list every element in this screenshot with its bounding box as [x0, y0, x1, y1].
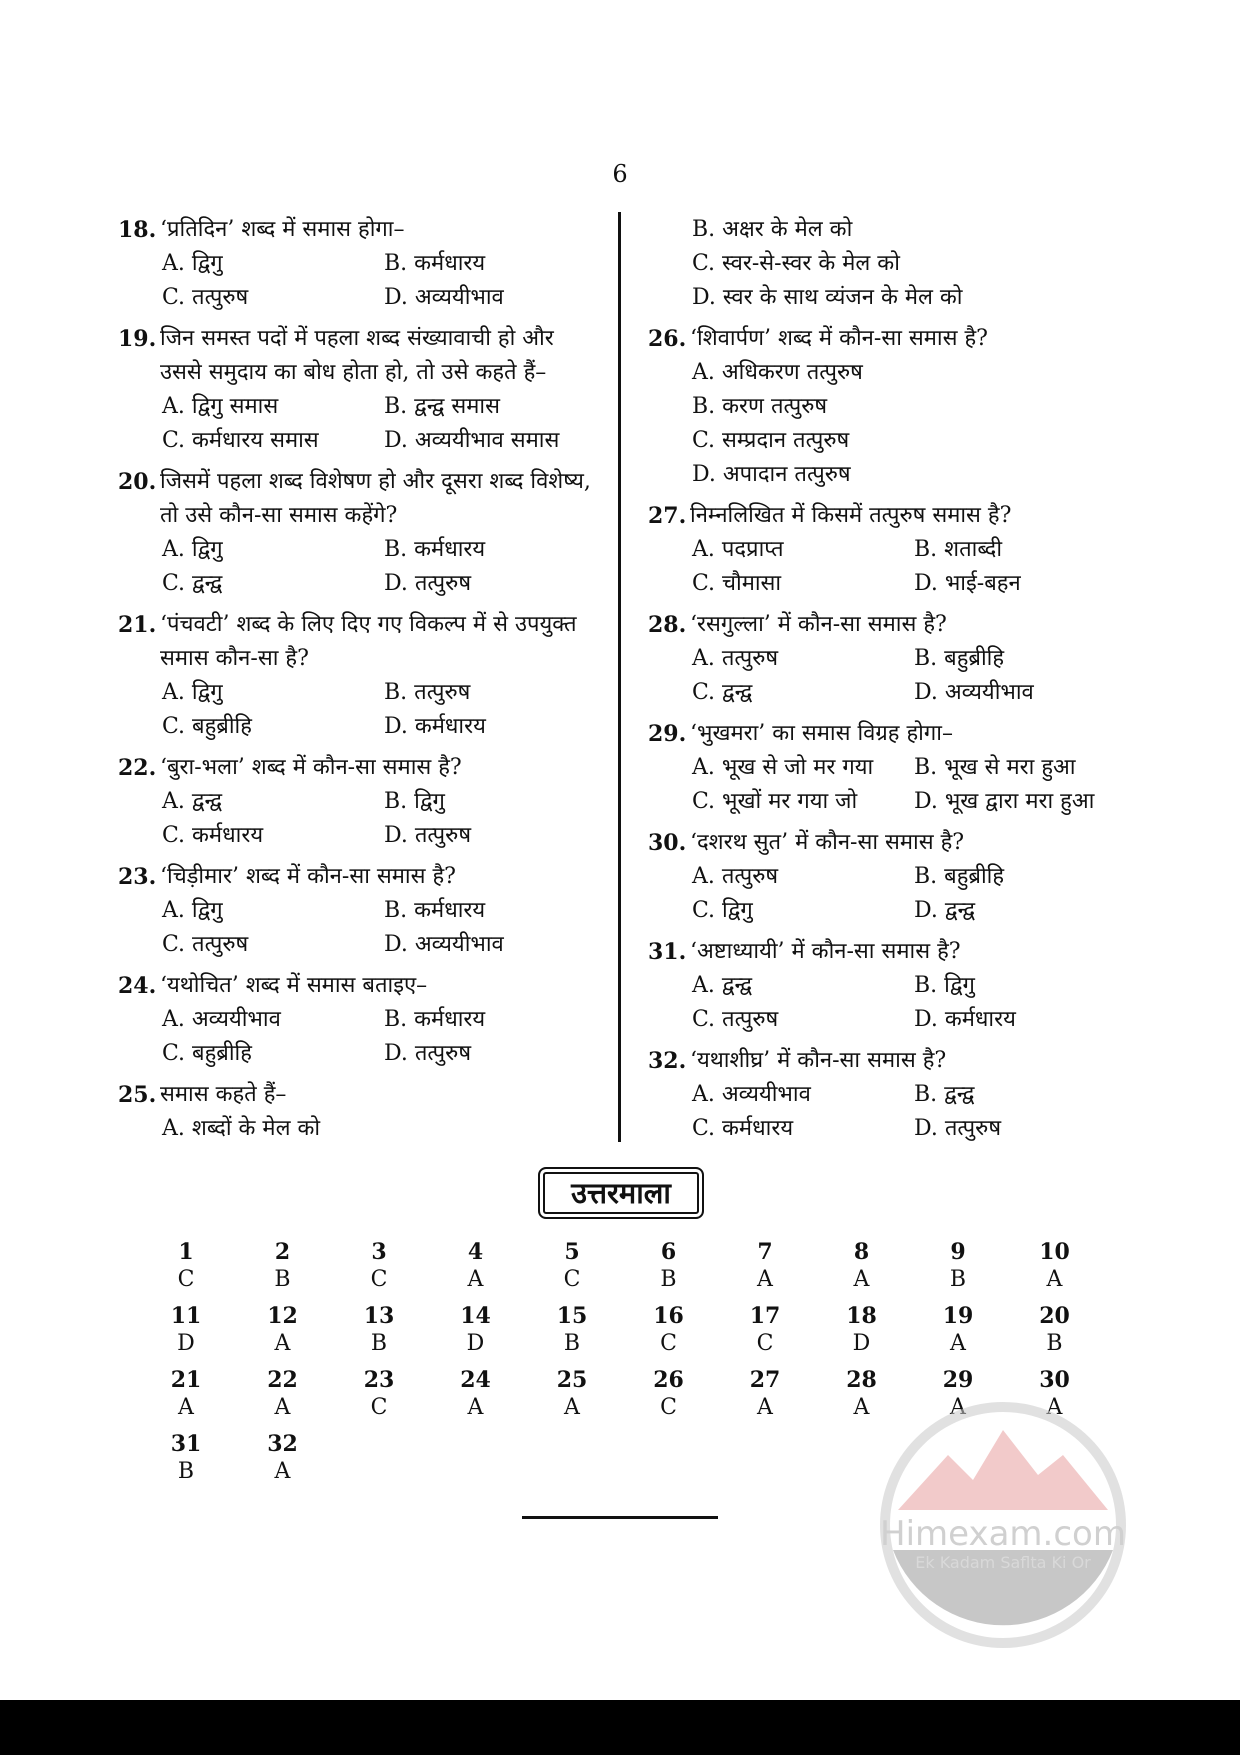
answer-option: B [177, 1459, 195, 1484]
question-header [118, 322, 598, 390]
answer-cell [428, 1302, 524, 1358]
answer-question-number: 31 [170, 1431, 202, 1457]
question-text: समास कहते हैं– [160, 1082, 287, 1107]
answer-question-number: 2 [274, 1239, 291, 1265]
question-number: 22. [118, 755, 157, 781]
option: A. द्वन्द्व [162, 789, 223, 814]
answer-question-number: 12 [267, 1303, 298, 1329]
question [648, 826, 1128, 928]
question-text: निम्नलिखित में किसमें तत्पुरुष समास है? [690, 503, 1012, 528]
answer-cell [428, 1238, 524, 1294]
answer-question-number: 14 [460, 1303, 491, 1329]
question-header [648, 322, 1128, 356]
answer-question-number: 30 [1039, 1367, 1070, 1393]
option: D. अपादान तत्पुरुष [692, 462, 851, 487]
answer-cell [138, 1302, 234, 1358]
answer-option: C [563, 1267, 581, 1292]
option: B. करण तत्पुरुष [692, 394, 828, 419]
option: D. कर्मधारय [914, 1007, 1016, 1032]
question-options [118, 785, 598, 853]
option: D. स्वर के साथ व्यंजन के मेल को [692, 285, 963, 310]
answer-cell [235, 1238, 331, 1294]
option: C. द्वन्द्व [692, 680, 753, 705]
question [648, 608, 1128, 710]
option: C. सम्प्रदान तत्पुरुष [692, 428, 850, 453]
watermark-brand: Himexam.com [880, 1514, 1126, 1554]
answer-option: A [757, 1267, 773, 1292]
option: B. द्वन्द्व [914, 1082, 975, 1107]
option: C. द्विगु [692, 898, 753, 923]
option: A. भूख से जो मर गया [692, 755, 874, 780]
question [118, 465, 598, 601]
option: A. द्विगु समास [162, 394, 279, 419]
mountain-icon [898, 1430, 1108, 1510]
question-header [648, 608, 1128, 642]
answer-cell [814, 1238, 910, 1294]
option: C. स्वर-से-स्वर के मेल को [692, 251, 900, 276]
option: A. द्वन्द्व [692, 973, 753, 998]
answer-option: C [370, 1395, 388, 1420]
option: A. द्विगु [162, 537, 223, 562]
option: B. तत्पुरुष [384, 680, 471, 705]
answer-option: D [852, 1331, 871, 1356]
question-options [648, 356, 1128, 492]
answer-cell [717, 1366, 813, 1422]
question-text: ‘यथाशीघ्र’ में कौन-सा समास है? [690, 1048, 947, 1073]
answer-question-number: 13 [363, 1303, 395, 1329]
answer-option: B [1046, 1331, 1063, 1356]
question-number: 20. [118, 469, 157, 495]
option: B. द्वन्द्व समास [384, 394, 500, 419]
question-header [118, 465, 598, 533]
end-rule [522, 1516, 718, 1519]
bottom-black-bar [0, 1700, 1240, 1755]
option: A. तत्पुरुष [692, 864, 779, 889]
question-number: 29. [648, 721, 687, 747]
question-text: जिन समस्त पदों में पहला शब्द संख्यावाची हो और उससे समुदाय का बोध होता हो, तो उसे कहते हैं– [160, 326, 554, 385]
question-number: 25. [118, 1082, 157, 1108]
question-header [118, 860, 598, 894]
answer-option: D [466, 1331, 485, 1356]
answer-question-number: 21 [170, 1367, 202, 1393]
answer-question-number: 7 [757, 1239, 773, 1265]
answer-question-number: 18 [846, 1303, 877, 1329]
question [648, 935, 1128, 1037]
question-text: ‘अष्टाध्यायी’ में कौन-सा समास है? [690, 939, 961, 964]
option: B. अक्षर के मेल को [692, 217, 853, 242]
answer-cell [235, 1430, 331, 1486]
answer-cell [524, 1302, 620, 1358]
answer-option: A [950, 1331, 966, 1356]
answer-cell [621, 1302, 717, 1358]
question-header [118, 608, 598, 676]
answer-cell [814, 1302, 910, 1358]
answer-question-number: 29 [942, 1367, 974, 1393]
option: A. तत्पुरुष [692, 646, 779, 671]
answer-option: A [274, 1331, 291, 1356]
answer-question-number: 10 [1039, 1239, 1070, 1265]
right-column [648, 213, 1128, 1153]
answer-cell [138, 1366, 234, 1422]
answer-option: A [950, 1395, 966, 1420]
answer-cell [621, 1238, 717, 1294]
answer-option: A [467, 1267, 484, 1292]
answer-cell [717, 1302, 813, 1358]
option: B. बहुब्रीहि [914, 646, 1005, 671]
answer-question-number: 4 [467, 1239, 484, 1265]
answer-question-number: 8 [853, 1239, 870, 1265]
question-header [648, 935, 1128, 969]
answer-option: D [177, 1331, 195, 1356]
answer-option: B [949, 1267, 967, 1292]
question-options [648, 533, 1128, 601]
page-number: 6 [612, 160, 628, 188]
answer-question-number: 24 [460, 1367, 491, 1393]
option: C. बहुब्रीहि [162, 1041, 252, 1066]
question [118, 969, 598, 1071]
answer-option: A [853, 1395, 870, 1420]
option: D. अव्ययीभाव [914, 680, 1034, 705]
question-header [648, 717, 1128, 751]
option: B. कर्मधारय [384, 1007, 486, 1032]
answer-question-number: 23 [363, 1367, 395, 1393]
answer-option: B [563, 1331, 581, 1356]
question-text: जिसमें पहला शब्द विशेषण हो और दूसरा शब्द विशेष्य, तो उसे कौन-सा समास कहेंगे? [160, 469, 591, 528]
answer-cell [524, 1366, 620, 1422]
question-text: ‘भुखमरा’ का समास विग्रह होगा– [690, 721, 953, 746]
question-options [118, 894, 598, 962]
question-options [648, 860, 1128, 928]
answer-question-number: 15 [556, 1303, 588, 1329]
option: B. बहुब्रीहि [914, 864, 1005, 889]
option: B. कर्मधारय [384, 898, 486, 923]
option: D. भूख द्वारा मरा हुआ [914, 789, 1095, 814]
answer-option: A [564, 1395, 580, 1420]
answer-key-title: उत्तरमाला [538, 1167, 704, 1219]
option: D. अव्ययीभाव समास [384, 428, 560, 453]
watermark-tagline: Ek Kadam Saflta Ki Or [915, 1553, 1091, 1572]
question-number: 32. [648, 1048, 687, 1074]
option: C. तत्पुरुष [162, 932, 249, 957]
question-number: 18. [118, 217, 157, 243]
left-column [118, 213, 598, 1153]
question-header [648, 499, 1128, 533]
answer-cell [428, 1366, 524, 1422]
question-number: 30. [648, 830, 687, 856]
question-options [118, 390, 598, 458]
question-options [118, 1003, 598, 1071]
question-text: ‘शिवार्पण’ शब्द में कौन-सा समास है? [690, 326, 988, 351]
question-options [118, 533, 598, 601]
question [118, 1078, 598, 1146]
question-number: 27. [648, 503, 687, 529]
option: C. बहुब्रीहि [162, 714, 252, 739]
answer-option: A [1046, 1395, 1063, 1420]
answer-option: C [660, 1331, 677, 1356]
answer-option: A [1046, 1267, 1063, 1292]
question [118, 751, 598, 853]
himexam-watermark-logo [878, 1400, 1128, 1650]
option: A. द्विगु [162, 680, 223, 705]
question-number: 26. [648, 326, 687, 352]
question-options [118, 247, 598, 315]
question [648, 1044, 1128, 1146]
option: D. द्वन्द्व [914, 898, 976, 923]
question [118, 213, 598, 315]
answer-question-number: 1 [178, 1239, 194, 1265]
answer-option: C [370, 1267, 388, 1292]
option: D. तत्पुरुष [384, 823, 472, 848]
question-text: ‘रसगुल्ला’ में कौन-सा समास है? [690, 612, 947, 637]
option: D. तत्पुरुष [384, 1041, 472, 1066]
question-header [118, 969, 598, 1003]
answer-cell [910, 1238, 1006, 1294]
option: C. कर्मधारय [162, 823, 264, 848]
question-number: 28. [648, 612, 687, 638]
question [648, 322, 1128, 492]
option: A. अधिकरण तत्पुरुष [692, 360, 863, 385]
answer-option: B [660, 1267, 677, 1292]
answer-option: C [177, 1267, 195, 1292]
option: C. तत्पुरुष [692, 1007, 779, 1032]
question-text: ‘बुरा-भला’ शब्द में कौन-सा समास है? [160, 755, 462, 780]
answer-cell [235, 1366, 331, 1422]
answer-question-number: 22 [267, 1367, 298, 1393]
question-number: 24. [118, 973, 157, 999]
option: D. तत्पुरुष [914, 1116, 1002, 1141]
answer-cell [331, 1366, 427, 1422]
answer-cell [331, 1302, 427, 1358]
answer-option: B [370, 1331, 388, 1356]
q25-continued-options [648, 213, 1128, 315]
answer-question-number: 28 [846, 1367, 877, 1393]
question [118, 322, 598, 458]
option: C. द्वन्द्व [162, 571, 223, 596]
question-options [648, 751, 1128, 819]
question-header [118, 213, 598, 247]
answer-question-number: 32 [267, 1431, 298, 1457]
question-options [118, 1112, 598, 1146]
question-options [648, 969, 1128, 1037]
question-header [648, 826, 1128, 860]
option: B. कर्मधारय [384, 251, 486, 276]
answer-question-number: 5 [564, 1239, 580, 1265]
question [648, 717, 1128, 819]
question [118, 608, 598, 744]
answer-option: A [178, 1395, 194, 1420]
option: D. तत्पुरुष [384, 571, 472, 596]
option: B. द्विगु [384, 789, 445, 814]
answer-cell [910, 1302, 1006, 1358]
answer-question-number: 6 [660, 1239, 677, 1265]
answer-option: A [274, 1395, 291, 1420]
option: C. तत्पुरुष [162, 285, 249, 310]
option: D. अव्ययीभाव [384, 932, 504, 957]
column-divider [618, 212, 621, 1142]
option: C. कर्मधारय समास [162, 428, 319, 453]
answer-cell [524, 1238, 620, 1294]
question-number: 19. [118, 326, 157, 352]
option: D. अव्ययीभाव [384, 285, 504, 310]
question-text: ‘चिड़ीमार’ शब्द में कौन-सा समास है? [160, 864, 456, 889]
answer-cell [717, 1238, 813, 1294]
answer-cell [1007, 1302, 1103, 1358]
option: B. शताब्दी [914, 537, 1003, 562]
option: C. चौमासा [692, 571, 782, 596]
question-number: 21. [118, 612, 157, 638]
answer-cell [1007, 1238, 1103, 1294]
option: C. कर्मधारय [692, 1116, 794, 1141]
answer-option: A [757, 1395, 773, 1420]
option: A. पदप्राप्त [692, 537, 784, 562]
question-header [118, 1078, 598, 1112]
answer-question-number: 19 [942, 1303, 974, 1329]
answer-option: A [467, 1395, 484, 1420]
option: B. द्विगु [914, 973, 975, 998]
option: A. अव्ययीभाव [692, 1082, 811, 1107]
question-options [648, 1078, 1128, 1146]
answer-question-number: 20 [1039, 1303, 1070, 1329]
option: A. अव्ययीभाव [162, 1007, 281, 1032]
option: D. भाई-बहन [914, 571, 1021, 596]
question-text: ‘यथोचित’ शब्द में समास बताइए– [160, 973, 428, 998]
answer-question-number: 3 [371, 1239, 387, 1265]
answer-option: A [853, 1267, 870, 1292]
question-header [118, 751, 598, 785]
answer-question-number: 16 [653, 1303, 684, 1329]
question-options [648, 642, 1128, 710]
answer-question-number: 27 [749, 1367, 781, 1393]
question-number: 23. [118, 864, 157, 890]
answer-cell [138, 1430, 234, 1486]
question-number: 31. [648, 939, 687, 965]
option: A. शब्दों के मेल को [162, 1116, 321, 1141]
answer-cell [331, 1238, 427, 1294]
answer-question-number: 25 [556, 1367, 588, 1393]
answer-option: A [274, 1459, 291, 1484]
answer-cell [235, 1302, 331, 1358]
option: C. भूखों मर गया जो [692, 789, 858, 814]
answer-cell [138, 1238, 234, 1294]
question-text: ‘दशरथ सुत’ में कौन-सा समास है? [690, 830, 965, 855]
question-options [118, 676, 598, 744]
option: A. द्विगु [162, 898, 223, 923]
right-questions [648, 322, 1128, 1146]
answer-cell [621, 1366, 717, 1422]
answer-option: B [274, 1267, 291, 1292]
option: D. कर्मधारय [384, 714, 486, 739]
answer-option: C [660, 1395, 677, 1420]
answer-question-number: 17 [749, 1303, 781, 1329]
question [118, 860, 598, 962]
option: B. भूख से मरा हुआ [914, 755, 1076, 780]
answer-question-number: 9 [950, 1239, 966, 1265]
answer-question-number: 26 [653, 1367, 684, 1393]
answer-question-number: 11 [170, 1303, 202, 1329]
answer-option: C [756, 1331, 774, 1356]
option: A. द्विगु [162, 251, 223, 276]
question-header [648, 1044, 1128, 1078]
option: B. कर्मधारय [384, 537, 486, 562]
question-text: ‘प्रतिदिन’ शब्द में समास होगा– [160, 217, 405, 242]
question [648, 499, 1128, 601]
question-text: ‘पंचवटी’ शब्द के लिए दिए गए विकल्प में से उपयुक्त समास कौन-सा है? [160, 612, 577, 671]
